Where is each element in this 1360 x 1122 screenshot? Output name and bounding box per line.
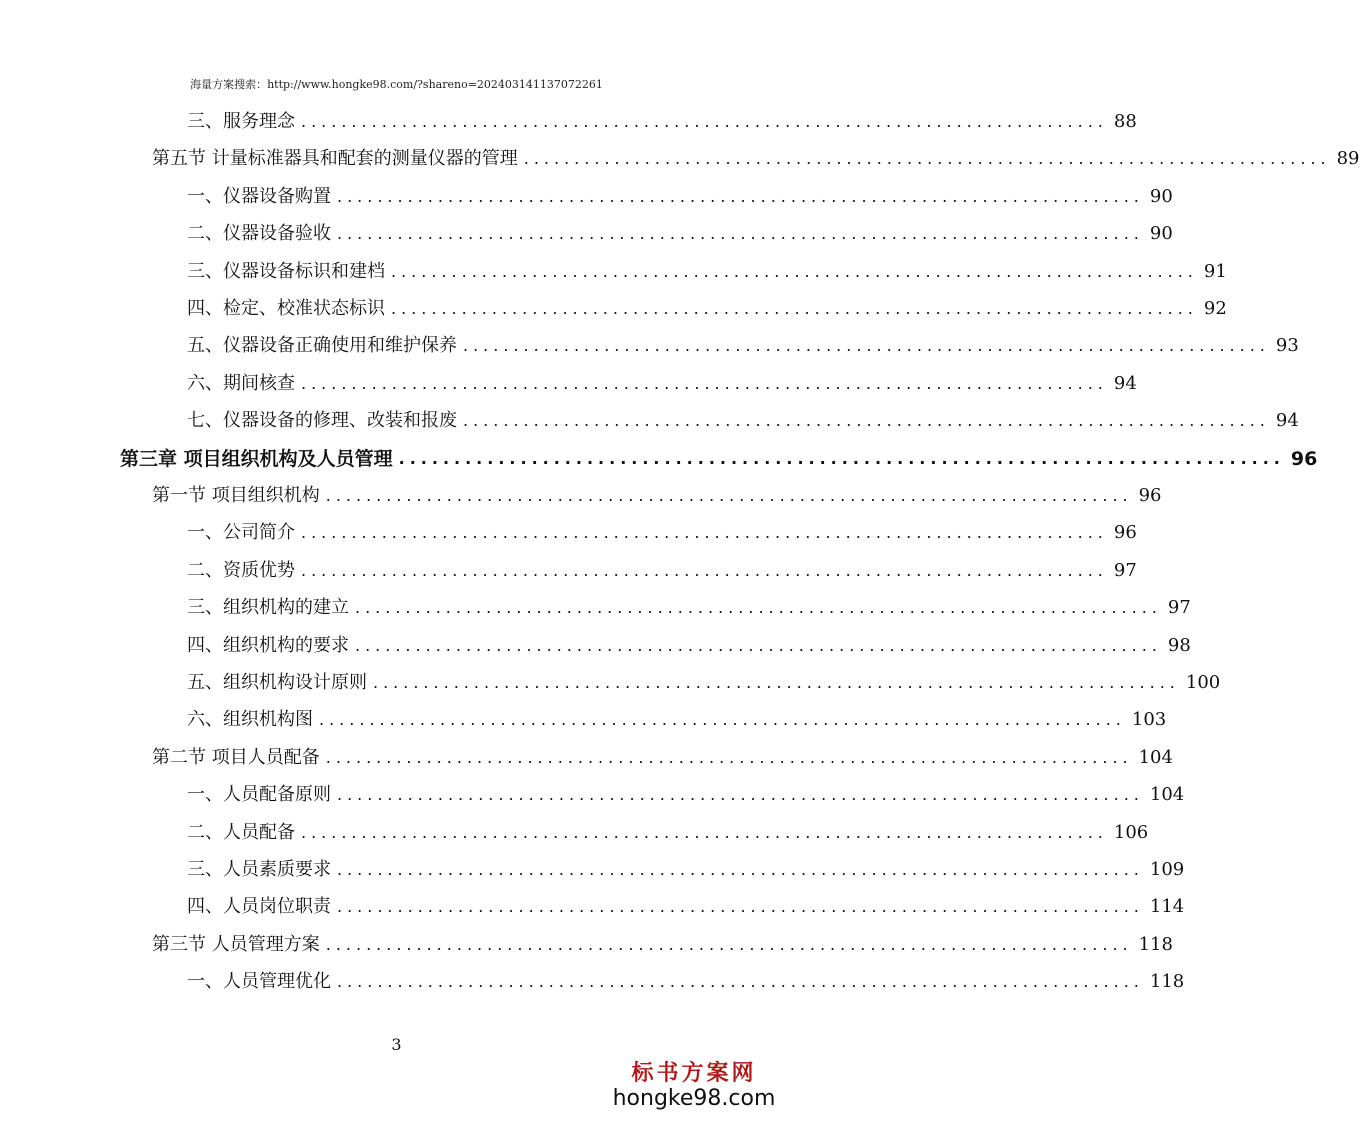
toc-subsection-entry[interactable] <box>187 855 1185 881</box>
toc-leader-dots: ................................................................................ <box>337 785 1144 805</box>
toc-entry-title: 第一节 项目组织机构 <box>152 485 320 506</box>
toc-leader-dots: ................................................................................ <box>391 261 1198 281</box>
toc-entry-title: 三、服务理念 <box>187 111 295 132</box>
toc-leader-dots: ................................................................................ <box>337 860 1144 879</box>
toc-entry-page: 93 <box>1275 335 1299 357</box>
watermark-logo <box>609 1060 779 1112</box>
toc-section-entry[interactable] <box>152 930 1173 956</box>
toc-leader-dots: ................................................................................ <box>301 523 1108 543</box>
toc-entry-page: 92 <box>1203 298 1227 319</box>
toc-subsection-entry[interactable] <box>187 631 1191 657</box>
toc-leader-dots: ................................................................................ <box>355 598 1162 618</box>
toc-leader-dots: ................................................................................ <box>337 897 1144 917</box>
toc-leader-dots: ................................................................................ <box>319 710 1126 730</box>
toc-leader-dots: ................................................................................ <box>325 934 1133 954</box>
toc-entry-page: 103 <box>1131 709 1167 731</box>
toc-subsection-entry[interactable] <box>187 668 1221 694</box>
toc-subsection-entry[interactable] <box>187 219 1173 245</box>
toc-entry-title: 一、公司简介 <box>187 522 295 544</box>
toc-subsection-entry[interactable] <box>187 182 1173 208</box>
watermark-en-text: hongke98.com <box>612 1086 776 1111</box>
toc-subsection-entry[interactable] <box>187 705 1167 731</box>
toc-entry-title: 一、人员配备原则 <box>187 784 331 806</box>
toc-entry-title: 第三章 项目组织机构及人员管理 <box>120 447 393 470</box>
toc-entry-title: 七、仪器设备的修理、改装和报废 <box>187 410 457 432</box>
toc-subsection-entry[interactable] <box>187 257 1227 283</box>
toc-entry-title: 三、人员素质要求 <box>187 859 331 880</box>
toc-leader-dots: ................................................................................ <box>463 411 1270 431</box>
toc-entry-page: 104 <box>1138 746 1173 768</box>
toc-entry-title: 四、组织机构的要求 <box>187 634 349 656</box>
toc-leader-dots: ................................................................................ <box>337 972 1144 992</box>
toc-entry-title: 三、仪器设备标识和建档 <box>187 260 385 282</box>
toc-leader-dots: ................................................................................ <box>463 336 1270 356</box>
toc-subsection-entry[interactable] <box>187 406 1299 432</box>
toc-subsection-entry[interactable] <box>187 780 1185 806</box>
toc-entry-page: 96 <box>1138 485 1162 506</box>
toc-leader-dots: ................................................................................ <box>301 112 1108 131</box>
toc-leader-dots: ................................................................................ <box>337 224 1144 244</box>
toc-entry-title: 六、期间核查 <box>187 372 295 394</box>
page-number: 3 <box>391 1035 402 1054</box>
toc-entry-title: 五、组织机构设计原则 <box>187 672 367 693</box>
toc-entry-page: 104 <box>1149 784 1185 806</box>
toc-subsection-entry[interactable] <box>187 518 1137 544</box>
toc-entry-title: 四、人员岗位职责 <box>187 896 331 918</box>
toc-entry-page: 88 <box>1113 111 1137 132</box>
toc-entry-title: 一、人员管理优化 <box>187 971 331 993</box>
toc-entry-title: 第二节 项目人员配备 <box>152 746 320 768</box>
toc-entry-title: 六、组织机构图 <box>187 709 313 731</box>
toc-entry-page: 109 <box>1149 859 1185 880</box>
toc-leader-dots: ................................................................................ <box>337 186 1144 206</box>
toc-entry-page: 94 <box>1113 372 1137 394</box>
toc-subsection-entry[interactable] <box>187 369 1137 395</box>
toc-entry-title: 二、人员配备 <box>187 821 295 843</box>
toc-entry-page: 91 <box>1203 260 1227 282</box>
toc-subsection-entry[interactable] <box>187 294 1227 320</box>
toc-subsection-entry[interactable] <box>187 107 1137 133</box>
toc-entry-page: 89 <box>1336 148 1360 170</box>
toc-leader-dots: ................................................................................ <box>373 673 1180 692</box>
toc-entry-title: 第五节 计量标准器具和配套的测量仪器的管理 <box>152 148 518 170</box>
toc-section-entry[interactable] <box>152 743 1173 769</box>
toc-entry-title: 二、仪器设备验收 <box>187 223 331 245</box>
toc-entry-title: 三、组织机构的建立 <box>187 597 349 619</box>
toc-entry-title: 第三节 人员管理方案 <box>152 933 320 955</box>
toc-leader-dots: ................................................................................ <box>301 822 1108 842</box>
toc-chapter-entry[interactable] <box>120 444 1318 470</box>
toc-leader-dots: ................................................................................ <box>325 486 1133 505</box>
toc-leader-dots: ................................................................................ <box>398 448 1285 468</box>
toc-leader-dots: ................................................................................ <box>301 373 1108 393</box>
toc-entry-page: 97 <box>1167 597 1191 619</box>
toc-leader-dots: ................................................................................ <box>391 299 1198 318</box>
toc-entry-title: 一、仪器设备购置 <box>187 185 331 207</box>
toc-entry-page: 98 <box>1167 634 1191 656</box>
toc-subsection-entry[interactable] <box>187 967 1185 993</box>
toc-entry-title: 四、检定、校准状态标识 <box>187 298 385 319</box>
toc-entry-page: 94 <box>1275 410 1299 432</box>
toc-entry-title: 五、仪器设备正确使用和维护保养 <box>187 335 457 357</box>
toc-leader-dots: ................................................................................ <box>523 149 1331 169</box>
toc-entry-page: 96 <box>1113 522 1137 544</box>
toc-subsection-entry[interactable] <box>187 556 1137 582</box>
watermark-cn-text: 标书方案网 <box>631 1060 757 1086</box>
toc-subsection-entry[interactable] <box>187 593 1191 619</box>
toc-entry-page: 118 <box>1138 933 1173 955</box>
toc-entry-page: 114 <box>1149 896 1185 918</box>
toc-entry-page: 118 <box>1149 971 1185 993</box>
toc-entry-page: 97 <box>1113 559 1137 581</box>
toc-subsection-entry[interactable] <box>187 892 1185 918</box>
toc-subsection-entry[interactable] <box>187 818 1149 844</box>
toc-entry-title: 二、资质优势 <box>187 559 295 581</box>
toc-section-entry[interactable] <box>152 144 1360 170</box>
toc-leader-dots: ................................................................................ <box>325 747 1133 767</box>
toc-entry-page: 90 <box>1149 223 1173 245</box>
toc-entry-page: 100 <box>1185 672 1221 693</box>
toc-entry-page: 106 <box>1113 821 1149 843</box>
toc-leader-dots: ................................................................................ <box>301 560 1108 580</box>
toc-leader-dots: ................................................................................ <box>355 635 1162 655</box>
toc-entry-page: 96 <box>1290 447 1318 470</box>
toc-subsection-entry[interactable] <box>187 331 1299 357</box>
page-header-url: 海量方案搜索：http://www.hongke98.com/?shareno=202403141137072261 <box>190 78 603 91</box>
toc-section-entry[interactable] <box>152 481 1162 507</box>
toc-entry-page: 90 <box>1149 185 1173 207</box>
